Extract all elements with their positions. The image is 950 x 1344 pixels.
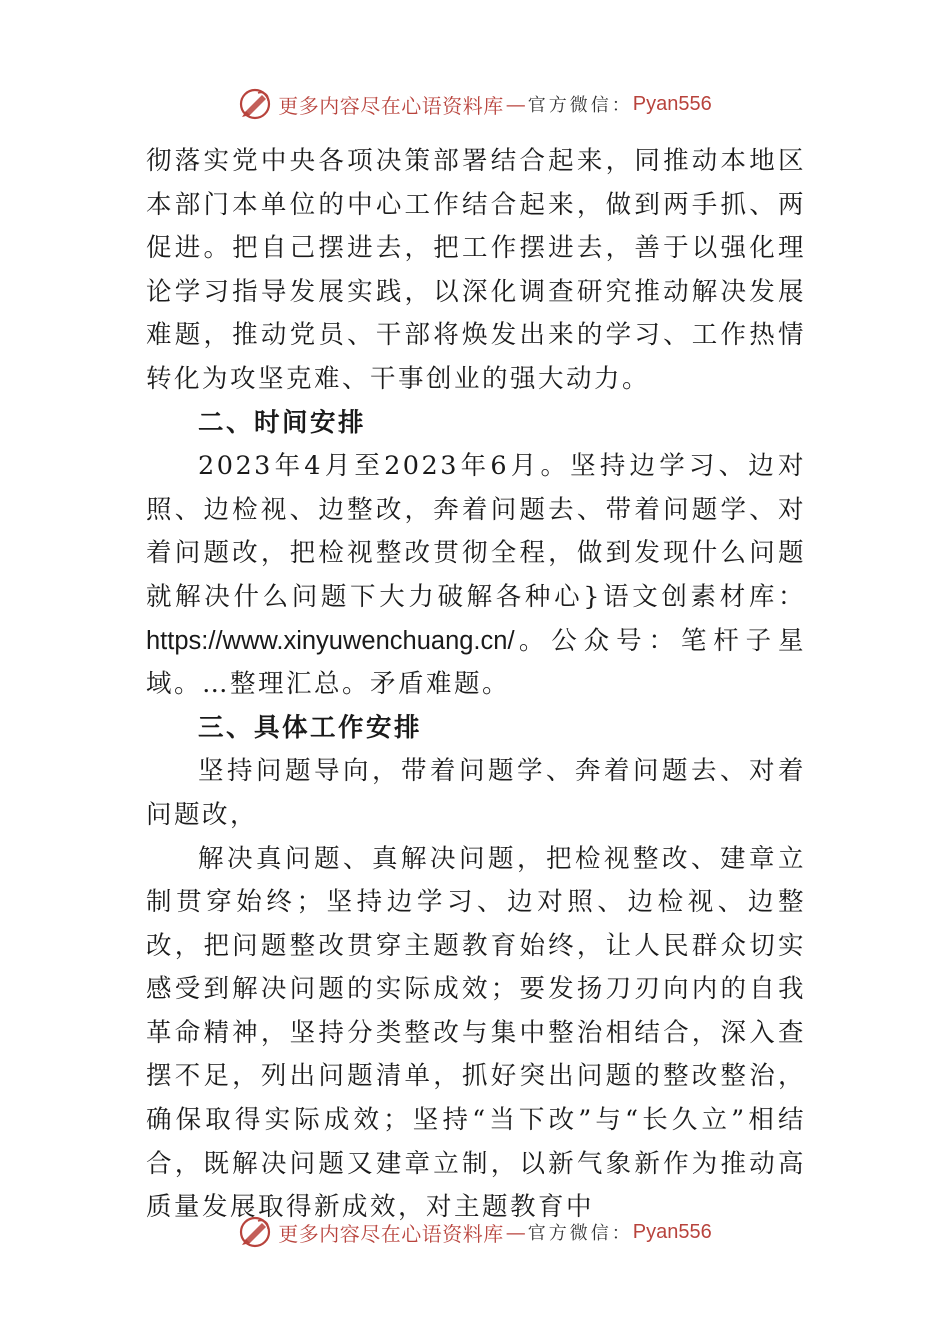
paragraph-continuation: 彻落实党中央各项决策部署结合起来，同推动本地区本部门本单位的中心工作结合起来，做到两手抓、两促进。把自己摆进去，把工作摆进去，善于以强化理论学习指导发展实践，以深化调查研究推动解决发展难题，推动党员、干部将焕发出来的学习、工作热情转化为攻坚克难、干事创业的强大动力。 [146, 146, 806, 394]
schedule-text: 2023年4月至2023年6月。坚持边学习、边对照、边检视、边整改，奔着问题去、带着问题学、对着问题改，把检视整改贯彻全程，做到发现什么问题就解决什么问题下大力破解各种心}语文创素材库： [146, 451, 806, 612]
banner-main-text: 更多内容尽在心语资料库 [278, 93, 504, 118]
header-banner [0, 84, 950, 124]
banner-official-label: 官方微信： [527, 95, 633, 116]
website-url: https://www.xinyuwenchuang.cn/ [146, 626, 515, 655]
pen-logo-icon [238, 87, 272, 121]
paragraph-schedule [146, 445, 806, 707]
banner-separator: — [505, 1220, 526, 1244]
section-heading-schedule: 二、时间安排 [198, 407, 367, 438]
banner-separator: — [505, 92, 526, 116]
banner-main-text: 更多内容尽在心语资料库 [278, 1221, 504, 1246]
pen-logo-icon [238, 1215, 272, 1249]
paragraph-solve-problems: 解决真问题、真解决问题，把检视整改、建章立制贯穿始终；坚持边学习、边对照、边检视、边整改，把问题整改贯穿主题教育始终，让人民群众切实感受到解决问题的实际成效；要发扬刀刃向内的自我革命精神，坚持分类整改与集中整治相结合，深入查摆不足，列出问题清单，抓好突出问题的整改整治，确保取得实际成效；坚持“当下改”与“长久立”相结合，既解决问题又建章立制，以新气象新作为推动高质量发展取得新成效，对主题教育中 [146, 843, 806, 1223]
section-heading-work-plan: 三、具体工作安排 [198, 712, 423, 743]
document-body [146, 140, 806, 1230]
schedule-text-tail: 。公众号：笔杆子星域。…整理汇总。矛盾难题。 [146, 625, 806, 700]
paragraph-problem-orientation: 坚持问题导向，带着问题学、奔着问题去、对着问题改， [146, 756, 806, 830]
banner-wechat-id: Pyan556 [632, 92, 712, 115]
banner-wechat-id: Pyan556 [632, 1220, 712, 1243]
banner-official-label: 官方微信： [527, 1223, 633, 1244]
footer-banner [0, 1212, 950, 1252]
